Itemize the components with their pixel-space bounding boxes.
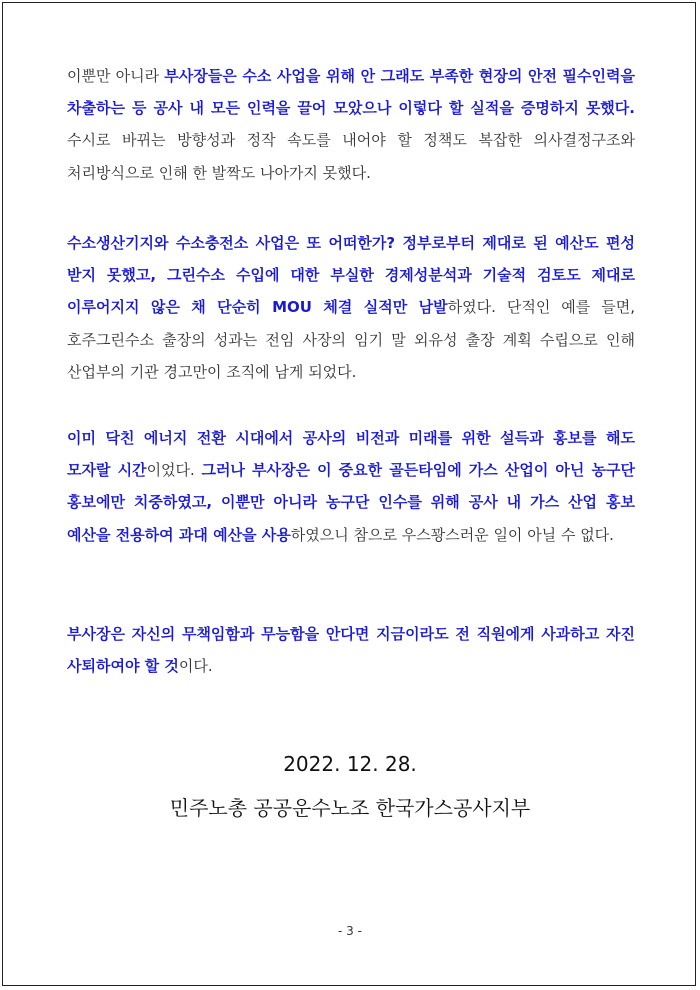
statement-date: 2022. 12. 28.	[283, 752, 417, 776]
paragraph-3	[67, 422, 635, 551]
paragraph-1	[67, 60, 635, 189]
highlighted-text: 수소생산기지와 수소충전소 사업은 또 어떠한가? 정부로부터 제대로 된 예산도 편성 받지 못했고, 그린수소 수입에 대한 부실한 경제성분석과 기술적 검토도 제대로 이루어지지 않은 채 단순히 MOU 체결 실적만 남발	[67, 234, 635, 317]
body-text: 이뿐만 아니라	[67, 67, 165, 85]
issuing-organization: 민주노총 공공운수노조 한국가스공사지부	[169, 796, 531, 820]
paragraph-2	[67, 227, 635, 388]
paragraph-4	[67, 618, 635, 682]
body-text: 하였으니 참으로 우스꽝스러운 일이 아닐 수 없다.	[290, 525, 614, 544]
highlighted-text: 부사장은 자신의 무책임함과 무능함을 안다면 지금이라도 전 직원에게 사과하고 자진 사퇴하여야 할 것	[67, 625, 635, 676]
page-number: - 3 -	[338, 924, 362, 938]
highlighted-text: 그러나 부사장은 이 중요한 골든타임에 가스 산업이 아닌 농구단 홍보에만 치중하였고, 이뿐만 아니라 농구단 인수를 위해 공사 내 가스 산업 홍보 예산을 전용하여 과대 예산을 사용	[67, 461, 635, 544]
body-text: 수시로 바뀌는 방향성과 정작 속도를 내어야 할 정책도 복잡한 의사결정구조와 처리방식으로 인해 한 발짝도 나아가지 못했다.	[67, 131, 635, 182]
body-text: 이었다.	[146, 461, 202, 480]
body-text: 하였다. 단적인 예를 들면, 호주그린수소 출장의 성과는 전임 사장의 임기 말 외유성 출장 계획 수립으로 인해 산업부의 기관 경고만이 조직에 남게 되었다.	[67, 298, 635, 381]
body-text: 이다.	[178, 657, 213, 676]
highlighted-text: 부사장들은 수소 사업을 위해 안 그래도 부족한 현장의 안전 필수인력을 차출하는 등 공사 내 모든 인력을 끌어 모았으나 이렇다 할 실적을 증명하지 못했다.	[67, 67, 635, 118]
highlighted-text: 이미 닥친 에너지 전환 시대에서 공사의 비전과 미래를 위한 설득과 홍보를 해도 모자랄 시간	[67, 429, 635, 480]
